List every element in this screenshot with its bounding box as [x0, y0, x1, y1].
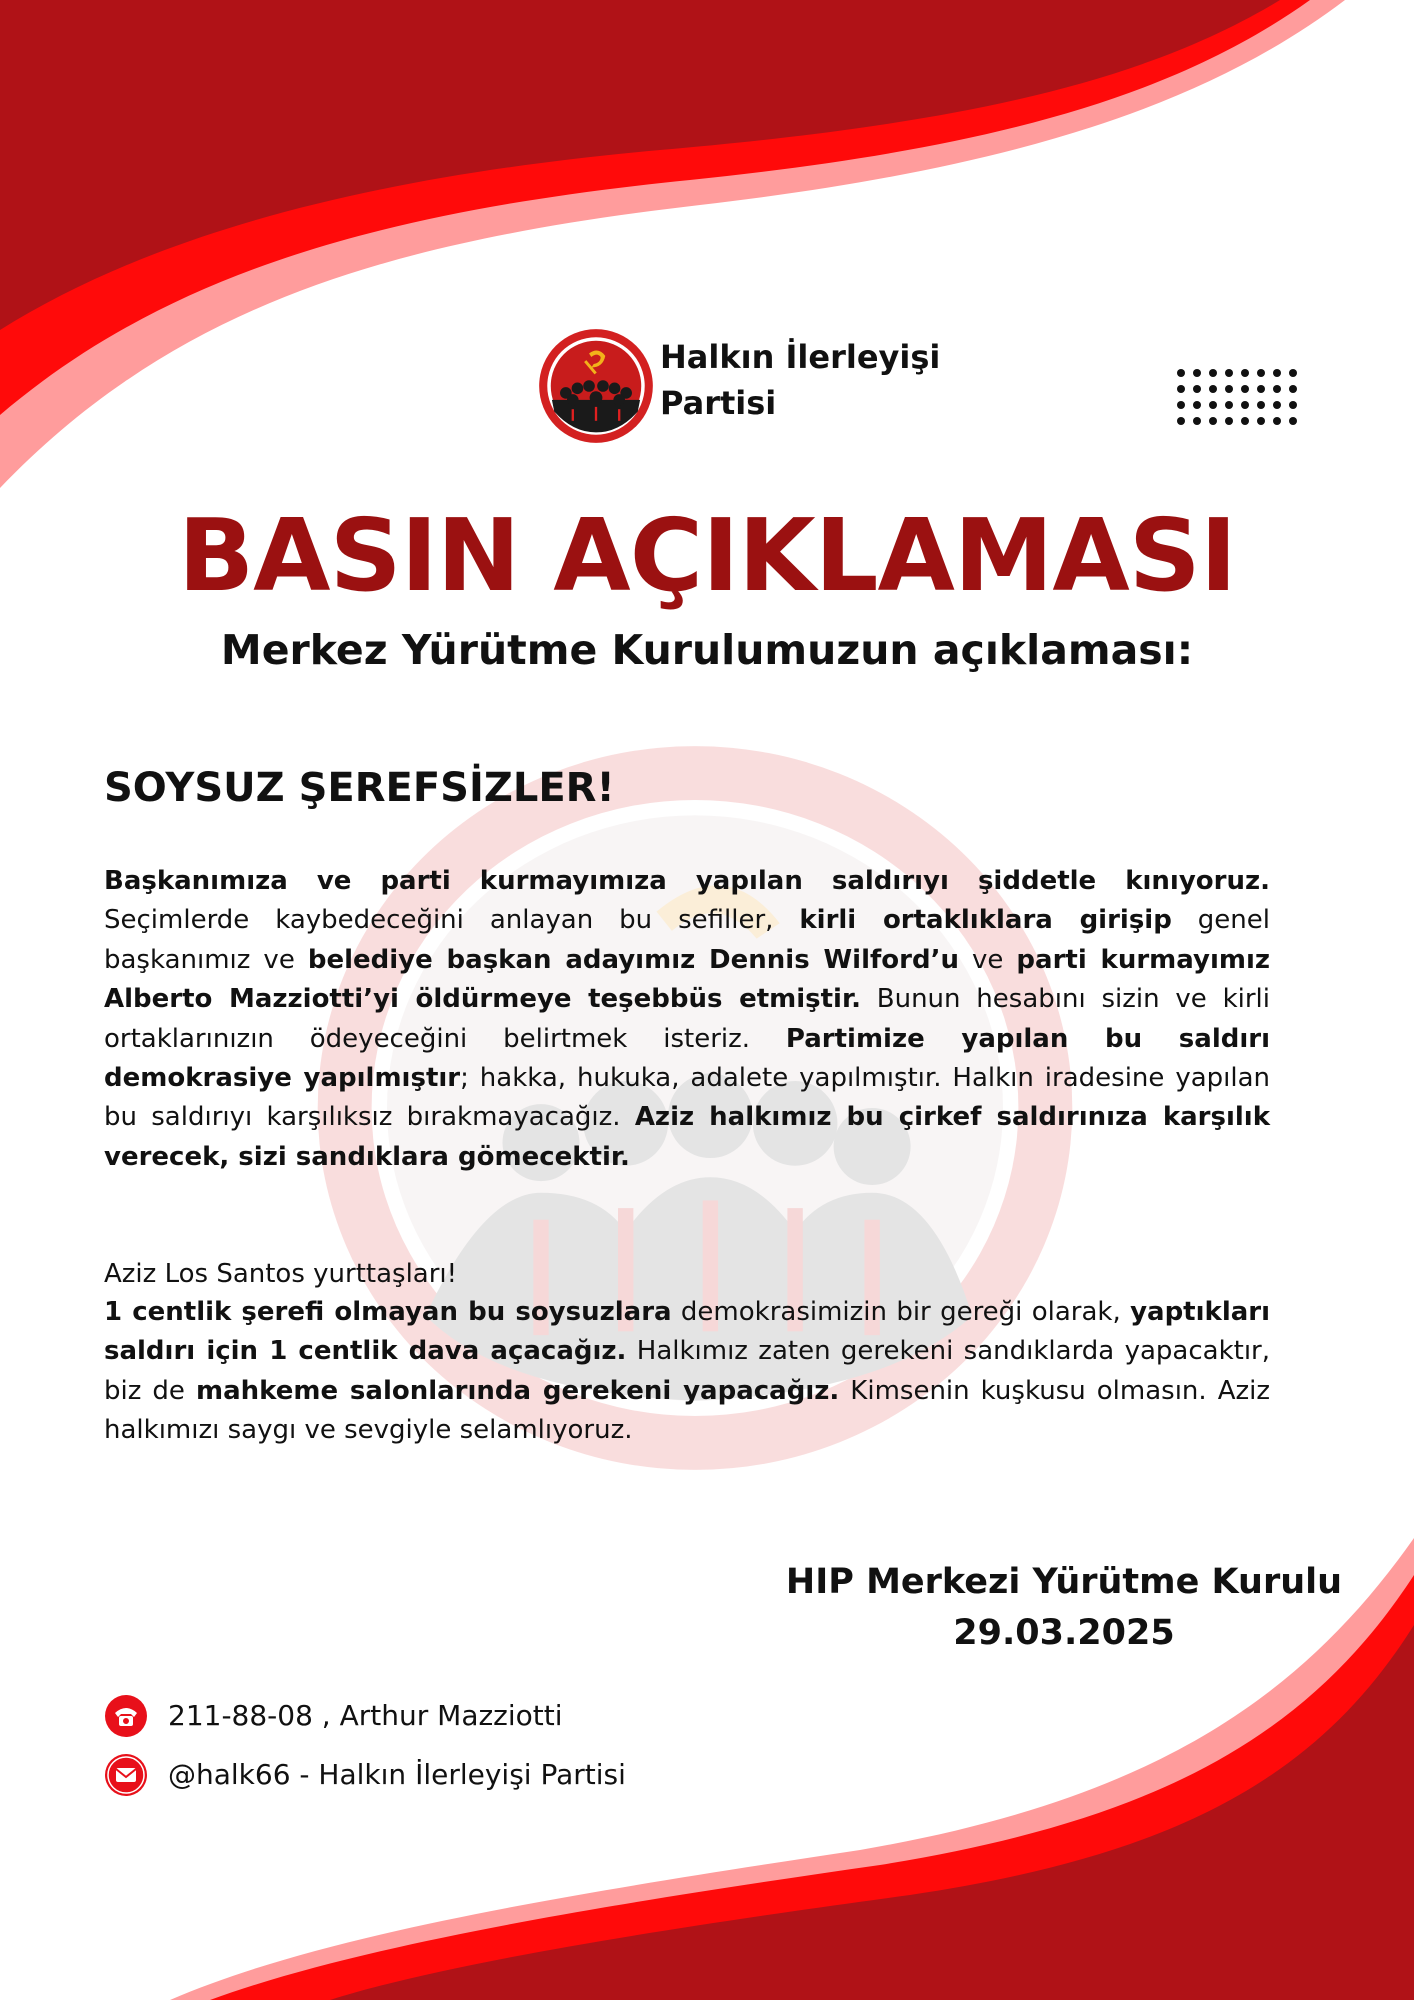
signature-block [784, 1557, 1344, 1659]
phone-icon [104, 1694, 148, 1738]
paragraph2-run: Kimsenin kuşkusu olmasın. Aziz halkımızı saygı ve sevgiyle selamlıyoruz. [104, 1375, 1271, 1446]
greeting-line: Aziz Los Santos yurttaşları! [104, 1259, 458, 1289]
paragraph1-run: ; hakka, hukuka, adalete yapılmıştır. Halkın iradesine yapılan bu saldırıyı karşılıksız bırakmayacağız. [104, 1063, 1270, 1133]
signature-date: 29.03.2025 [953, 1613, 1175, 1653]
paragraph2-run: demokrasimizin bir gereği olarak, [671, 1297, 1131, 1327]
paragraph1-run: parti kurmayımız Alberto Mazziotti’yi öldürmeye teşebbüs etmiştir. [104, 944, 1271, 1015]
party-name-line2: Partisi [660, 384, 777, 422]
document-subtitle: Merkez Yürütme Kurulumuzun açıklaması: [220, 626, 1194, 674]
paragraph1-run: Başkanımıza ve parti kurmayımıza yapılan saldırıyı şiddetle kınıyoruz. [104, 866, 1270, 896]
party-name [660, 334, 940, 426]
mail-icon [104, 1753, 148, 1797]
paragraph1-run: Bunun hesabını sizin ve kirli ortaklarınızın ödeyeceğini belirtmek isteriz. [104, 984, 1270, 1054]
document-title: BASIN AÇIKLAMASI [177, 497, 1237, 614]
dot-grid-decoration [1176, 368, 1304, 428]
paragraph1-run: ve [958, 944, 1017, 975]
signature-org: HIP Merkezi Yürütme Kurulu [785, 1562, 1343, 1602]
paragraph2-run: yaptıkları saldırı için 1 centlik dava açacağız. [104, 1297, 1271, 1367]
paragraph1-run: belediye başkan adayımız Dennis Wilford’u [307, 944, 959, 975]
contact-mail [104, 1753, 626, 1797]
party-name-line1: Halkın İlerleyişi [660, 338, 941, 376]
paragraph2-run: Halkımız zaten gerekeni sandıklarda yapacaktır, biz de [104, 1336, 1270, 1406]
paragraph1-run: Aziz halkımız bu çirkef saldırınıza karşılık verecek, sizi sandıklara gömecektir. [104, 1102, 1270, 1172]
paragraph1-run: Seçimlerde kaybedeceğini anlayan bu sefiller, [104, 905, 800, 936]
party-logo [538, 328, 654, 444]
contact-phone [104, 1694, 563, 1738]
statement-paragraph-2 [104, 1293, 1270, 1451]
statement-paragraph-1 [104, 862, 1270, 1177]
paragraph1-run: Partimize yapılan bu saldırı demokrasiye yapılmıştır [104, 1023, 1270, 1094]
paragraph2-run: mahkeme salonlarında gerekeni yapacağız. [195, 1375, 840, 1406]
contact-phone-text: 211-88-08 , Arthur Mazziotti [168, 1699, 563, 1732]
paragraph1-run: kirli ortaklıklara girişip [799, 905, 1172, 936]
paragraph1-run: genel başkanımız ve [104, 905, 1270, 975]
statement-heading: SOYSUZ ŞEREFSİZLER! [104, 765, 615, 811]
paragraph2-run: 1 centlik şerefi olmayan bu soysuzlara [104, 1297, 672, 1327]
contact-mail-text: @halk66 - Halkın İlerleyişi Partisi [168, 1758, 626, 1791]
